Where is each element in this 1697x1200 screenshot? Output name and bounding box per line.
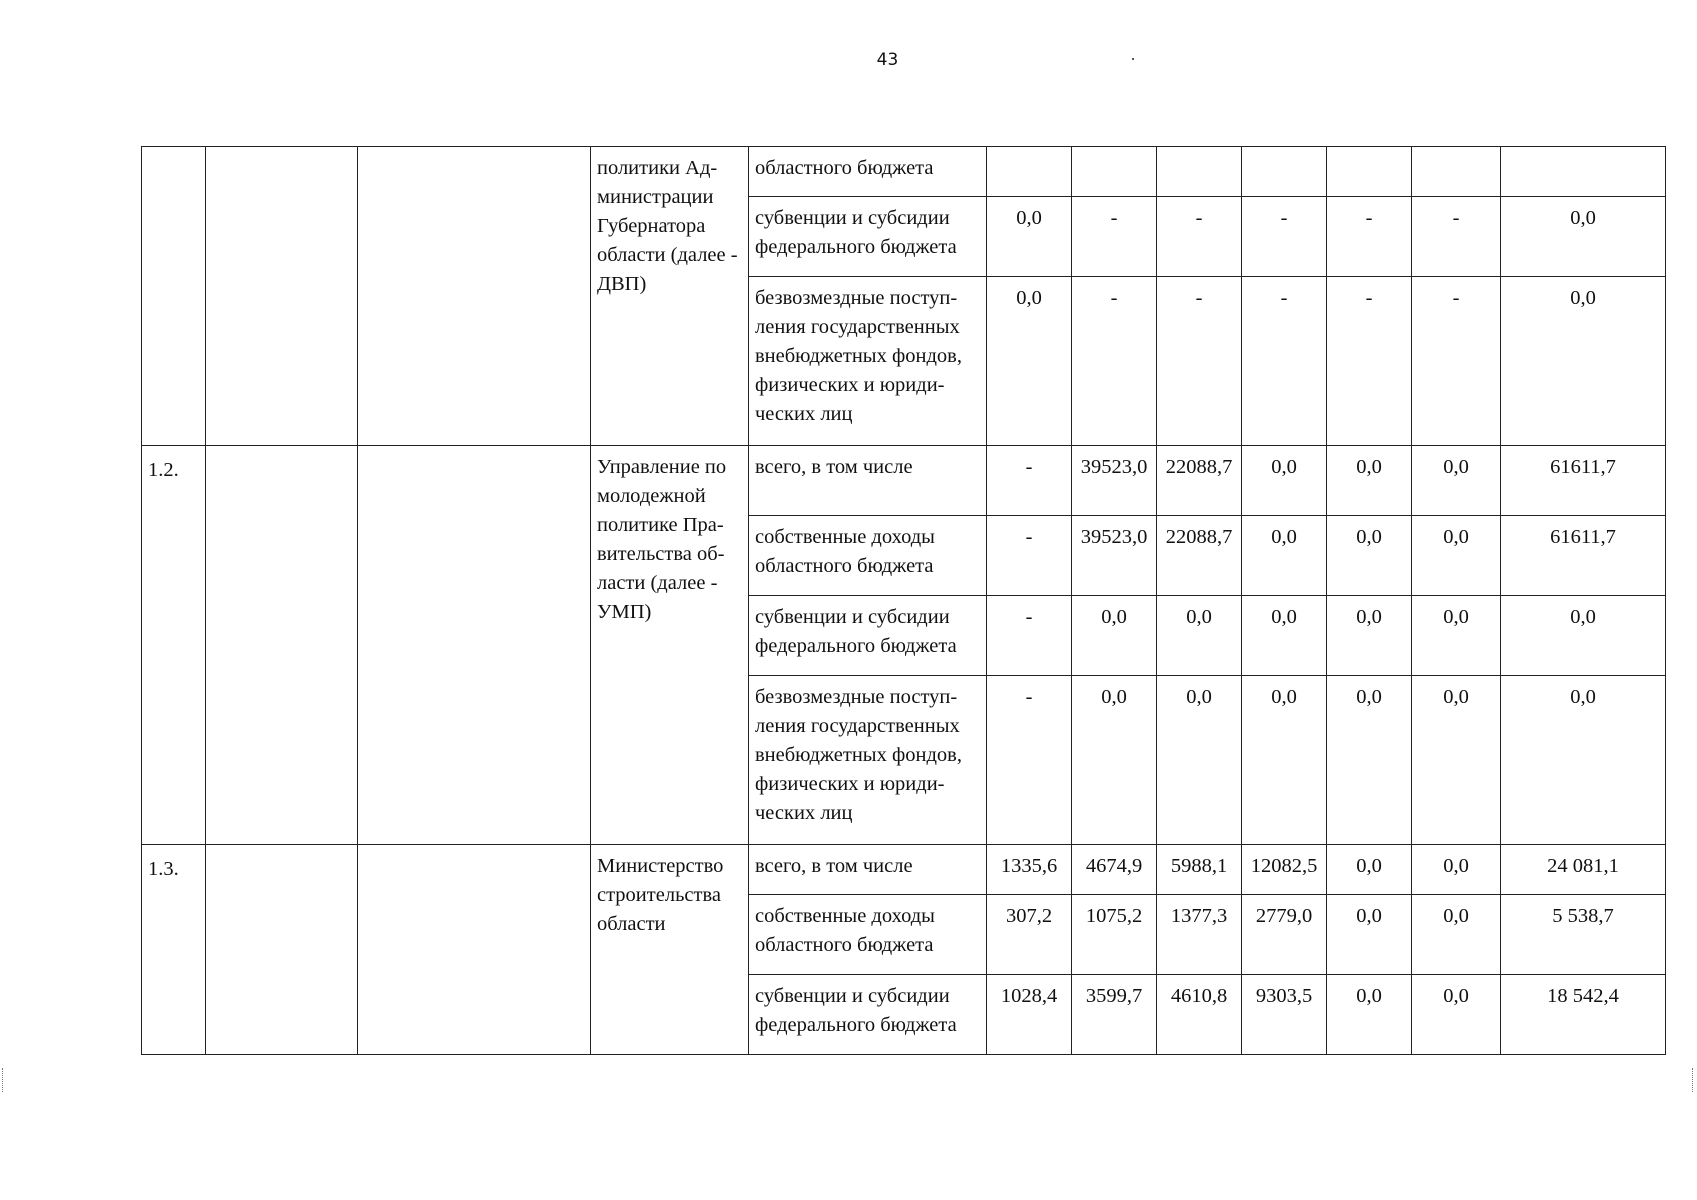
year-value-cell: -: [987, 446, 1072, 516]
year-value-cell: 0,0: [1327, 516, 1412, 596]
year-value-cell: -: [987, 596, 1072, 676]
year-value-cell: 12082,5: [1242, 845, 1327, 895]
funding-source-cell: субвенции и субсидии федерального бюджета: [749, 975, 987, 1055]
year-value-cell: 0,0: [1412, 895, 1501, 975]
left-edge-mark: [2, 1068, 4, 1092]
executor-cell: Министерство строительства области: [591, 845, 749, 1055]
activity-detail-cell: [358, 446, 591, 845]
year-value-cell: 9303,5: [1242, 975, 1327, 1055]
funding-source-cell: областного бюджета: [749, 147, 987, 197]
year-value-cell: 0,0: [1157, 676, 1242, 845]
total-value-cell: 0,0: [1501, 277, 1666, 446]
year-value-cell: -: [1242, 197, 1327, 277]
year-value-cell: [1072, 147, 1157, 197]
total-value-cell: 0,0: [1501, 596, 1666, 676]
right-edge-mark: [1692, 1068, 1694, 1092]
year-value-cell: 307,2: [987, 895, 1072, 975]
funding-source-cell: субвенции и субсидии федерального бюджета: [749, 197, 987, 277]
year-value-cell: 0,0: [1412, 975, 1501, 1055]
year-value-cell: [1327, 147, 1412, 197]
year-value-cell: 22088,7: [1157, 446, 1242, 516]
year-value-cell: 39523,0: [1072, 446, 1157, 516]
row-index-cell: 1.2.: [142, 446, 206, 845]
year-value-cell: 0,0: [1327, 596, 1412, 676]
year-value-cell: 0,0: [1327, 446, 1412, 516]
year-value-cell: -: [987, 676, 1072, 845]
year-value-cell: 1335,6: [987, 845, 1072, 895]
funding-source-cell: собственные доходы областного бюджета: [749, 516, 987, 596]
year-value-cell: -: [1157, 277, 1242, 446]
scan-dot: [1132, 58, 1134, 60]
year-value-cell: 0,0: [1412, 676, 1501, 845]
total-value-cell: 5 538,7: [1501, 895, 1666, 975]
year-value-cell: 39523,0: [1072, 516, 1157, 596]
total-value-cell: [1501, 147, 1666, 197]
total-value-cell: 24 081,1: [1501, 845, 1666, 895]
year-value-cell: -: [1412, 277, 1501, 446]
year-value-cell: 0,0: [1412, 516, 1501, 596]
page-number: 43: [876, 50, 899, 70]
year-value-cell: 0,0: [1412, 446, 1501, 516]
year-value-cell: -: [1327, 197, 1412, 277]
year-value-cell: 0,0: [1327, 845, 1412, 895]
year-value-cell: 0,0: [1157, 596, 1242, 676]
year-value-cell: -: [1072, 197, 1157, 277]
year-value-cell: 0,0: [1072, 596, 1157, 676]
row-index-cell: [142, 147, 206, 446]
year-value-cell: -: [1157, 197, 1242, 277]
year-value-cell: [1412, 147, 1501, 197]
budget-table: [141, 146, 1666, 1055]
activity-detail-cell: [358, 147, 591, 446]
funding-source-cell: всего, в том числе: [749, 845, 987, 895]
year-value-cell: 4674,9: [1072, 845, 1157, 895]
year-value-cell: 0,0: [1242, 516, 1327, 596]
funding-source-cell: всего, в том числе: [749, 446, 987, 516]
activity-name-cell: [206, 147, 358, 446]
year-value-cell: -: [1412, 197, 1501, 277]
total-value-cell: 0,0: [1501, 197, 1666, 277]
year-value-cell: -: [1327, 277, 1412, 446]
year-value-cell: 1028,4: [987, 975, 1072, 1055]
year-value-cell: -: [1072, 277, 1157, 446]
year-value-cell: [987, 147, 1072, 197]
activity-name-cell: [206, 845, 358, 1055]
year-value-cell: 0,0: [1327, 975, 1412, 1055]
total-value-cell: 18 542,4: [1501, 975, 1666, 1055]
year-value-cell: 0,0: [1327, 895, 1412, 975]
year-value-cell: 3599,7: [1072, 975, 1157, 1055]
year-value-cell: 5988,1: [1157, 845, 1242, 895]
year-value-cell: 2779,0: [1242, 895, 1327, 975]
funding-source-cell: субвенции и субсидии федерального бюджета: [749, 596, 987, 676]
table-row: [142, 147, 1666, 197]
year-value-cell: -: [1242, 277, 1327, 446]
table-row: [142, 446, 1666, 516]
year-value-cell: 0,0: [1242, 446, 1327, 516]
year-value-cell: 1377,3: [1157, 895, 1242, 975]
total-value-cell: 0,0: [1501, 676, 1666, 845]
row-index-cell: 1.3.: [142, 845, 206, 1055]
year-value-cell: 0,0: [1242, 676, 1327, 845]
year-value-cell: 0,0: [1327, 676, 1412, 845]
year-value-cell: 4610,8: [1157, 975, 1242, 1055]
year-value-cell: 0,0: [1412, 596, 1501, 676]
table-row: [142, 845, 1666, 895]
activity-name-cell: [206, 446, 358, 845]
year-value-cell: 0,0: [1242, 596, 1327, 676]
activity-detail-cell: [358, 845, 591, 1055]
year-value-cell: 0,0: [1412, 845, 1501, 895]
year-value-cell: 0,0: [1072, 676, 1157, 845]
executor-cell: Управление по молодежной политике Пра-вительства об-ласти (далее - УМП): [591, 446, 749, 845]
year-value-cell: 1075,2: [1072, 895, 1157, 975]
funding-source-cell: собственные доходы областного бюджета: [749, 895, 987, 975]
year-value-cell: 0,0: [987, 277, 1072, 446]
year-value-cell: 22088,7: [1157, 516, 1242, 596]
funding-source-cell: безвозмездные поступ-ления государственных внебюджетных фондов, физических и юриди-ческих лиц: [749, 277, 987, 446]
year-value-cell: [1157, 147, 1242, 197]
year-value-cell: 0,0: [987, 197, 1072, 277]
executor-cell: политики Ад-министрации Губернатора области (далее - ДВП): [591, 147, 749, 446]
total-value-cell: 61611,7: [1501, 446, 1666, 516]
year-value-cell: -: [987, 516, 1072, 596]
year-value-cell: [1242, 147, 1327, 197]
total-value-cell: 61611,7: [1501, 516, 1666, 596]
funding-source-cell: безвозмездные поступ-ления государственных внебюджетных фондов, физических и юриди-ческих лиц: [749, 676, 987, 845]
